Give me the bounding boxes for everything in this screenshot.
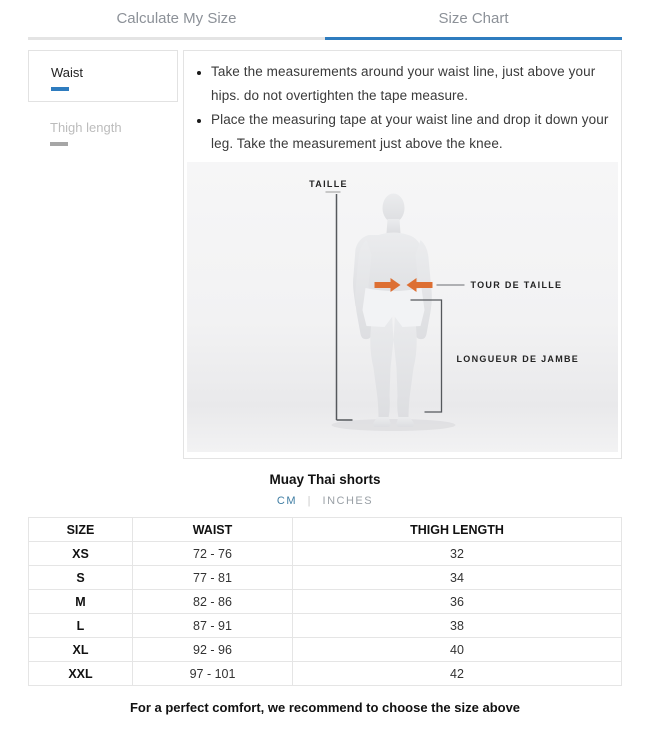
measurement-diagram bbox=[187, 162, 618, 452]
recommendation-note: For a perfect comfort, we recommend to choose the size above bbox=[129, 700, 521, 715]
waist-cell: 82 - 86 bbox=[133, 590, 293, 614]
floor-shadow bbox=[332, 419, 456, 431]
instructions-panel bbox=[183, 50, 622, 459]
product-title: Muay Thai shorts bbox=[269, 472, 381, 487]
size-chart-table bbox=[28, 517, 622, 686]
sidebar-item-thigh-length[interactable] bbox=[28, 102, 178, 156]
waist-label: TOUR DE TAILLE bbox=[470, 280, 563, 290]
thigh-cell: 34 bbox=[293, 566, 622, 590]
active-indicator-bar bbox=[51, 87, 69, 91]
thigh-cell: 40 bbox=[293, 638, 622, 662]
table-row-xl bbox=[29, 638, 622, 662]
size-cell: M bbox=[29, 590, 133, 614]
thigh-cell: 38 bbox=[293, 614, 622, 638]
waist-cell: 92 - 96 bbox=[133, 638, 293, 662]
table-row-m bbox=[29, 590, 622, 614]
mannequin-shorts bbox=[363, 288, 425, 327]
tab-size-chart[interactable]: Size Chart bbox=[325, 10, 622, 40]
unit-cm-option[interactable]: CM bbox=[276, 495, 298, 507]
unit-toggle bbox=[0, 495, 650, 507]
thigh-cell: 32 bbox=[293, 542, 622, 566]
instruction-item: • Take the measurements around your waist line, just above your hips. do not overtighten the tape measure. bbox=[211, 60, 611, 108]
waist-cell: 77 - 81 bbox=[133, 566, 293, 590]
height-label: TAILLE bbox=[309, 179, 348, 189]
thigh-cell: 36 bbox=[293, 590, 622, 614]
tab-calculate-my-size[interactable]: Calculate My Size bbox=[28, 10, 325, 40]
table-header-row bbox=[29, 518, 622, 542]
sidebar-item-waist[interactable] bbox=[28, 50, 178, 102]
unit-divider: | bbox=[307, 495, 312, 507]
tab-bar bbox=[0, 0, 650, 40]
size-cell: L bbox=[29, 614, 133, 638]
sidebar-item-label: Thigh length bbox=[50, 120, 122, 135]
size-cell: XXL bbox=[29, 662, 133, 686]
col-header-waist: WAIST bbox=[133, 518, 293, 542]
leg-label: LONGUEUR DE JAMBE bbox=[456, 354, 580, 364]
table-row-l bbox=[29, 614, 622, 638]
col-header-thigh-length: THIGH LENGTH bbox=[293, 518, 622, 542]
size-cell: XS bbox=[29, 542, 133, 566]
table-row-xxl bbox=[29, 662, 622, 686]
waist-cell: 87 - 91 bbox=[133, 614, 293, 638]
waist-cell: 72 - 76 bbox=[133, 542, 293, 566]
instruction-item: • Place the measuring tape at your waist line and drop it down your leg. Take the measurement just above the knee. bbox=[211, 108, 611, 156]
size-cell: S bbox=[29, 566, 133, 590]
waist-cell: 97 - 101 bbox=[133, 662, 293, 686]
thigh-cell: 42 bbox=[293, 662, 622, 686]
sidebar-item-label: Waist bbox=[51, 65, 84, 80]
height-measure-line bbox=[309, 179, 352, 420]
mannequin-diagram-svg bbox=[187, 162, 618, 452]
main-area bbox=[0, 50, 650, 459]
inactive-indicator-bar bbox=[50, 142, 68, 146]
instruction-list bbox=[184, 60, 611, 156]
measure-sidebar bbox=[28, 50, 178, 156]
col-header-size: SIZE bbox=[29, 518, 133, 542]
leg-measure-bracket bbox=[411, 300, 580, 412]
table-row-s bbox=[29, 566, 622, 590]
table-row-xs bbox=[29, 542, 622, 566]
unit-inches-option[interactable]: INCHES bbox=[322, 495, 374, 507]
size-cell: XL bbox=[29, 638, 133, 662]
